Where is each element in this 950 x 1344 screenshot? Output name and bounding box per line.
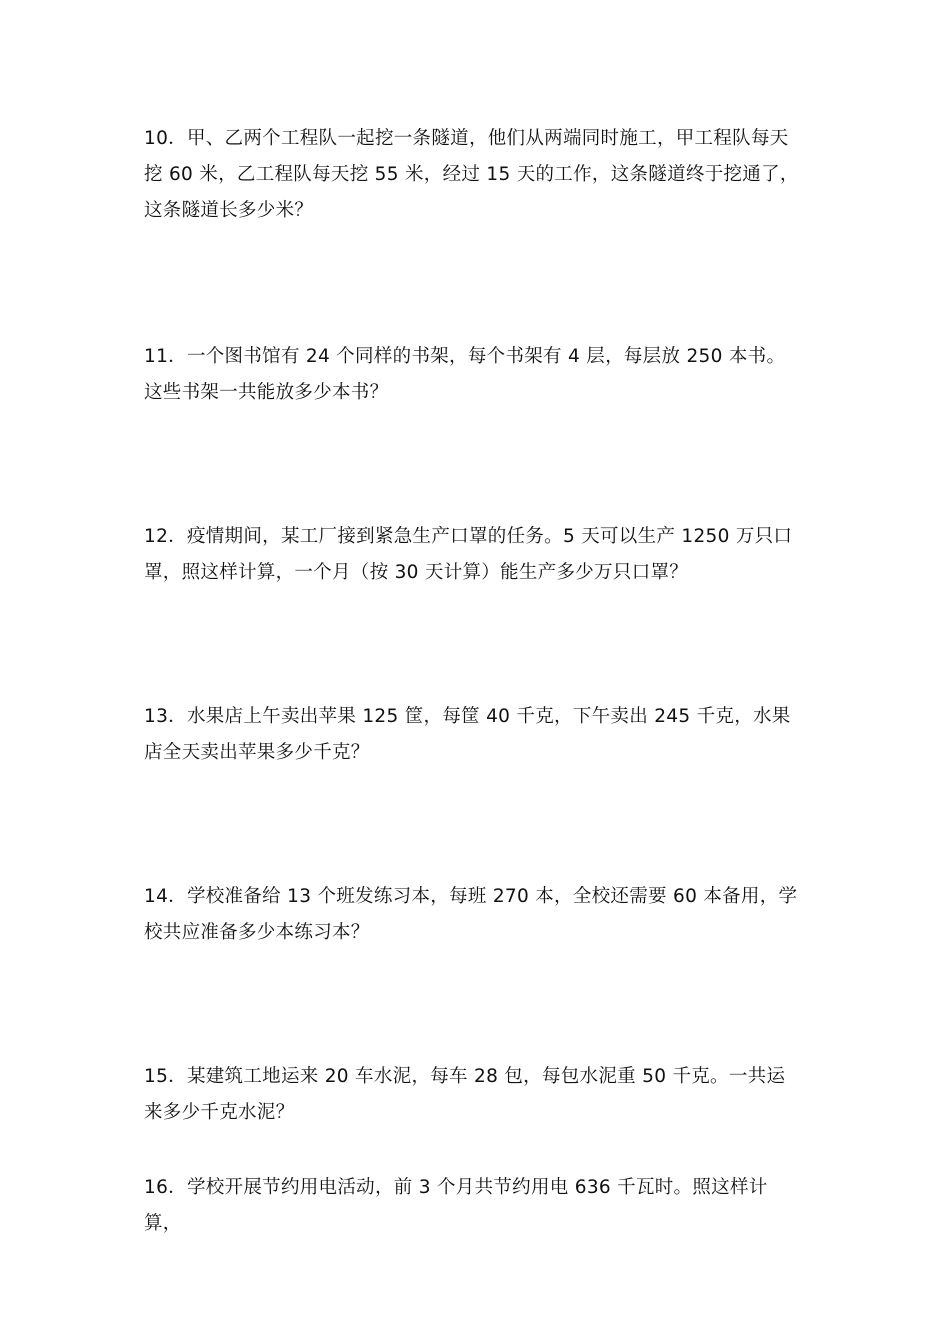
problem-16: 16．学校开展节约用电活动，前 3 个月共节约用电 636 千瓦时。照这样计算， — [144, 1177, 768, 1234]
problem-11: 11．一个图书馆有 24 个同样的书架，每个书架有 4 层，每层放 250 本书。这些书架一共能放多少本书？ — [144, 346, 786, 403]
problem-13: 13．水果店上午卖出苹果 125 筐，每筐 40 千克，下午卖出 245 千克，水果店全天卖出苹果多少千克？ — [144, 706, 791, 763]
problem-10: 10．甲、乙两个工程队一起挖一条隧道，他们从两端同时施工，甲工程队每天挖 60 米，乙工程队每天挖 55 米，经过 15 天的工作，这条隧道终于挖通了，这条隧道长多少米？ — [144, 128, 799, 221]
problem-14: 14．学校准备给 13 个班发练习本，每班 270 本，全校还需要 60 本备用，学校共应准备多少本练习本？ — [144, 886, 798, 943]
problem-15: 15．某建筑工地运来 20 车水泥，每车 28 包，每包水泥重 50 千克。一共运来多少千克水泥？ — [144, 1066, 786, 1123]
problem-12: 12．疫情期间，某工厂接到紧急生产口罩的任务。5 天可以生产 1250 万只口罩，照这样计算，一个月（按 30 天计算）能生产多少万只口罩？ — [144, 526, 793, 583]
